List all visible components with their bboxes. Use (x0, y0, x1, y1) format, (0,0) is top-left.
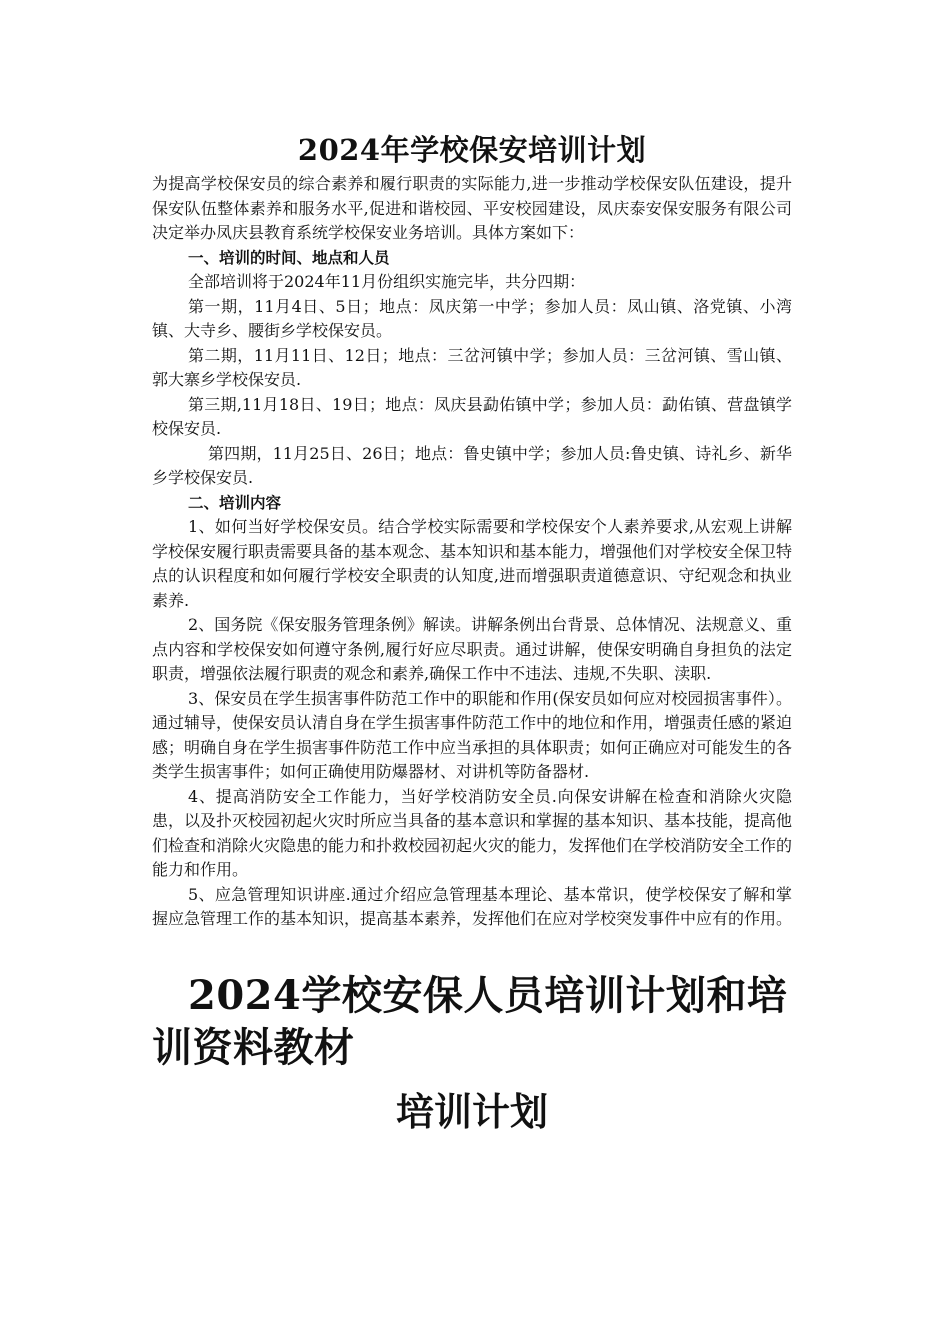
content-item: 1、如何当好学校保安员。结合学校实际需要和学校保安个人素养要求,从宏观上讲解学校保安履行职责需要具备的基本观念、基本知识和基本能力，增强他们对学校安全保卫特点的认识程度和如何履行学校安全职责的认知度,进而增强职责道德意识、守纪观念和执业素养. (152, 517, 793, 610)
period-item: 第四期，11月25日、26日；地点：鲁史镇中学；参加人员:鲁史镇、诗礼乡、新华乡学校保安员. (152, 443, 792, 487)
period-item: 第二期，11月11日、12日；地点：三岔河镇中学；参加人员：三岔河镇、雪山镇、郭大寨乡学校保安员. (152, 345, 792, 389)
document-title: 2024年学校保安培训计划 (297, 133, 647, 167)
section-heading-content: 二、培训内容 (188, 493, 282, 512)
content-item: 5、应急管理知识讲座.通过介绍应急管理基本理论、基本常识，使学校保安了解和掌握应急管理工作的基本知识，提高基本素养，发挥他们在应对学校突发事件中应有的作用。 (152, 884, 793, 928)
next-document-subtitle: 培训计划 (395, 1088, 548, 1134)
period-item: 第三期,11月18日、19日；地点：凤庆县勐佑镇中学；参加人员：勐佑镇、营盘镇学校保安员. (152, 394, 792, 438)
schedule-summary: 全部培训将于2024年11月份组织实施完毕，共分四期： (188, 272, 586, 291)
period-item: 第一期，11月4日、5日；地点：凤庆第一中学；参加人员：凤山镇、洛党镇、小湾镇、大寺乡、腰街乡学校保安员。 (152, 296, 792, 340)
content-item: 4、提高消防安全工作能力，当好学校消防安全员.向保安讲解在检查和消除火灾隐患，以及扑灭校园初起火灾时所应当具备的基本意识和掌握的基本知识、基本技能，提高他们检查和消除火灾隐患的能力和扑救校园初起火灾的能力，发挥他们在学校消防安全工作的能力和作用。 (152, 786, 793, 879)
document-body (152, 128, 792, 1142)
content-item: 3、保安员在学生损害事件防范工作中的职能和作用(保安员如何应对校园损害事件）。通过辅导，使保安员认清自身在学生损害事件防范工作中的地位和作用，增强责任感的紧迫感；明确自身在学生损害事件防范工作中应当承担的具体职责；如何正确应对可能发生的各类学生损害事件；如何正确使用防爆器材、对讲机等防备器材. (152, 688, 793, 781)
next-document-title: 2024学校安保人员培训计划和培训资料教材 (152, 971, 788, 1071)
content-item: 2、国务院《保安服务管理条例》解读。讲解条例出台背景、总体情况、法规意义、重点内容和学校保安如何遵守条例,履行好应尽职责。通过讲解，使保安明确自身担负的法定职责，增强依法履行职责的观念和素养,确保工作中不违法、违规,不失职、渎职. (152, 615, 792, 683)
intro-paragraph: 为提高学校保安员的综合素养和履行职责的实际能力,进一步推动学校保安队伍建设，提升保安队伍整体素养和服务水平,促进和谐校园、平安校园建设，凤庆泰安保安服务有限公司决定举办凤庆县教育系统学校保安业务培训。具体方案如下： (152, 174, 792, 242)
section-heading-schedule: 一、培训的时间、地点和人员 (188, 248, 390, 267)
